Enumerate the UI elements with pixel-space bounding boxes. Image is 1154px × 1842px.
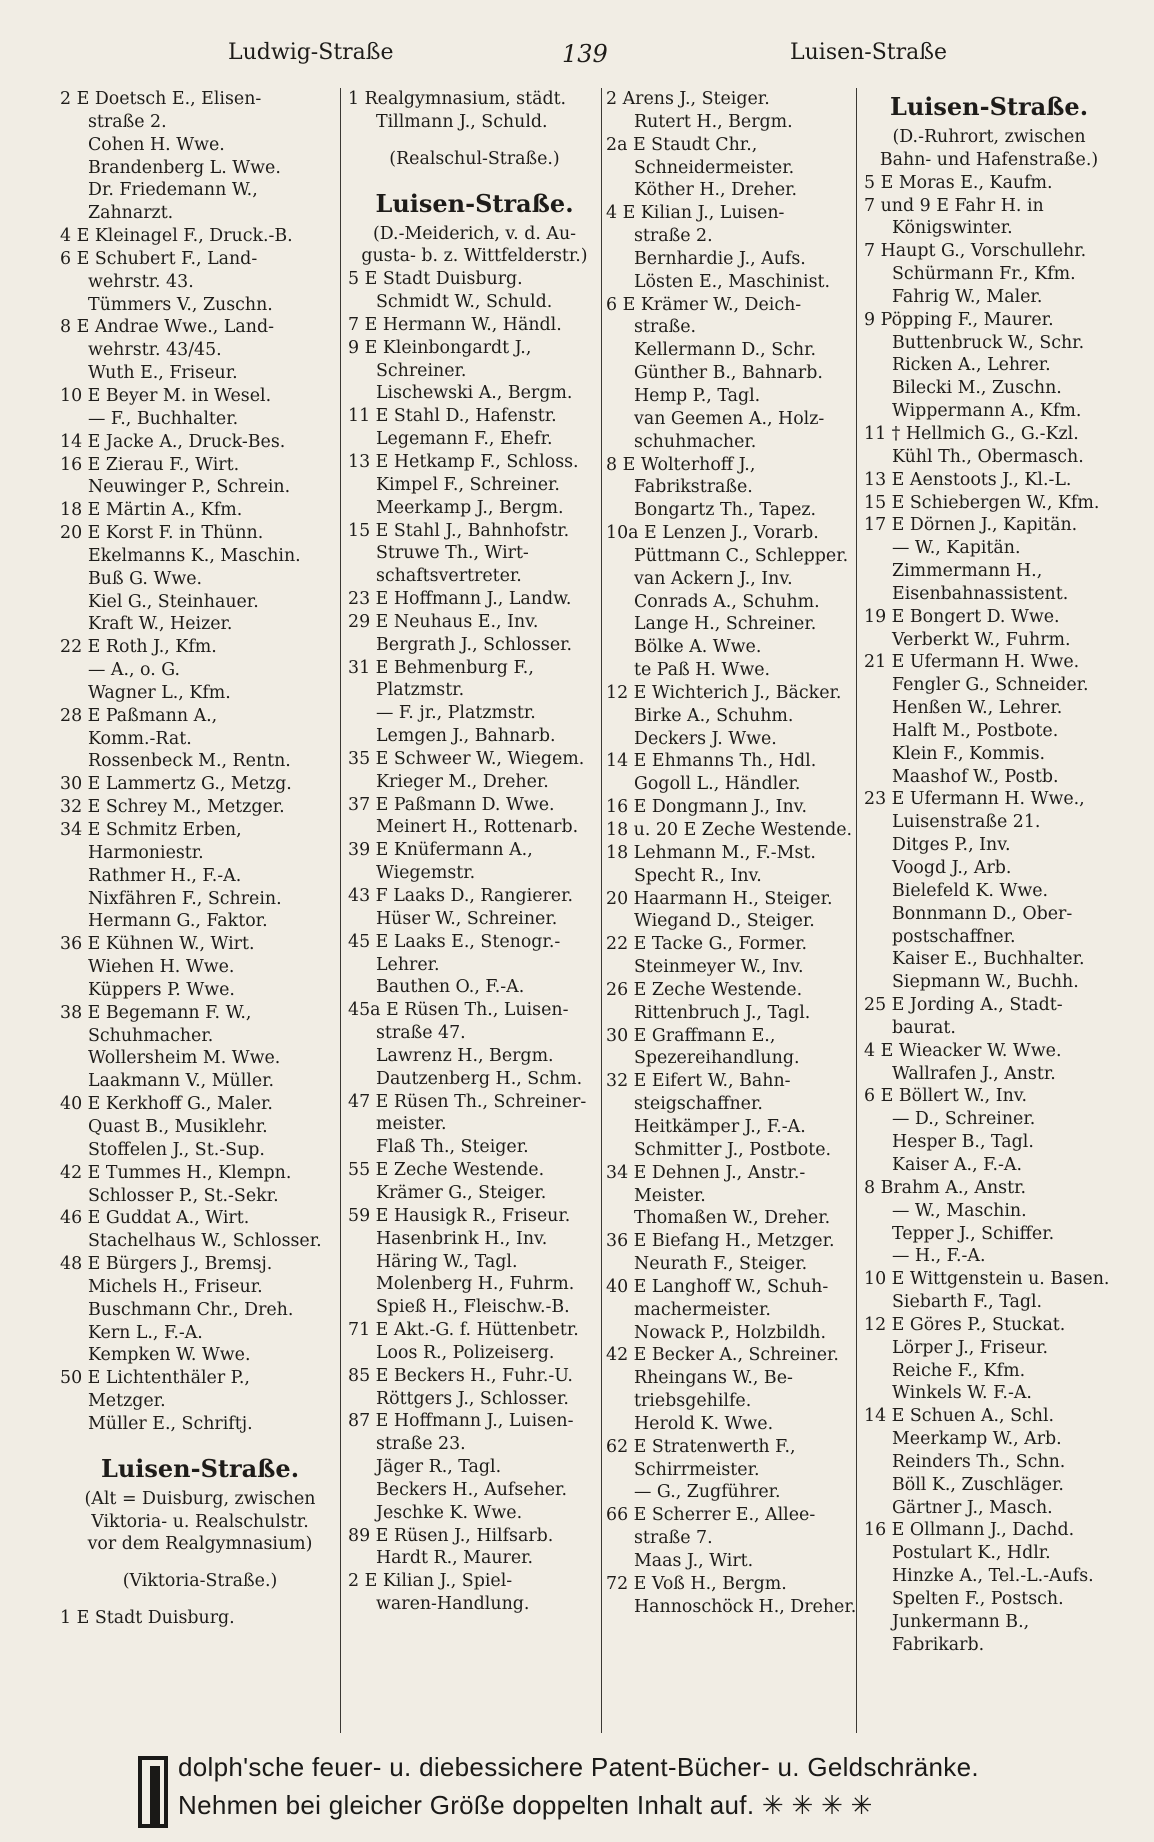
directory-line: 16 E Zierau F., Wirt. bbox=[60, 454, 240, 475]
directory-line: — F. jr., Platzmstr. bbox=[376, 703, 536, 724]
directory-line: Fabrikarb. bbox=[892, 1634, 985, 1655]
directory-line: 36 E Kühnen W., Wirt. bbox=[60, 934, 255, 955]
directory-line: straße 2. bbox=[88, 111, 167, 132]
directory-line: 13 E Hetkamp F., Schloss. bbox=[348, 451, 579, 472]
directory-line: Thomaßen W., Dreher. bbox=[634, 1208, 831, 1229]
column-3 bbox=[606, 88, 857, 1733]
column-1 bbox=[60, 88, 341, 1733]
directory-line: Siepmann W., Buchh. bbox=[892, 972, 1079, 993]
directory-line: Schürmann Fr., Kfm. bbox=[892, 264, 1076, 285]
directory-line: Schneidermeister. bbox=[634, 157, 795, 178]
directory-line: Böll K., Zuschläger. bbox=[892, 1474, 1064, 1495]
directory-line: 8 E Andrae Wwe., Land- bbox=[60, 317, 274, 338]
directory-line: Buschmann Chr., Dreh. bbox=[88, 1299, 294, 1320]
directory-line: 36 E Biefang H., Metzger. bbox=[606, 1231, 835, 1252]
directory-line: Cohen H. Wwe. bbox=[88, 134, 225, 155]
directory-line: 17 E Dörnen J., Kapitän. bbox=[864, 515, 1078, 536]
directory-line: — D., Schreiner. bbox=[892, 1109, 1036, 1130]
directory-line: Krämer G., Steiger. bbox=[376, 1182, 547, 1203]
directory-line: Günther B., Bahnarb. bbox=[634, 363, 823, 384]
directory-line: Lange H., Schreiner. bbox=[634, 614, 817, 635]
directory-line: — W., Kapitän. bbox=[892, 538, 1021, 559]
directory-line: 30 E Lammertz G., Metzg. bbox=[60, 774, 292, 795]
directory-line: 9 Pöpping F., Maurer. bbox=[864, 309, 1054, 330]
directory-line: steigschaffner. bbox=[634, 1094, 763, 1115]
directory-line: 4 E Kilian J., Luisen- bbox=[606, 203, 785, 224]
directory-line: Specht R., Inv. bbox=[634, 865, 762, 886]
directory-line: 5 E Moras E., Kaufm. bbox=[864, 172, 1053, 193]
directory-line: 14 E Ehmanns Th., Hdl. bbox=[606, 751, 817, 772]
directory-line: 22 E Tacke G., Former. bbox=[606, 934, 808, 955]
directory-line: 9 E Kleinbongardt J., bbox=[348, 337, 532, 358]
directory-line: Postulart K., Hdlr. bbox=[892, 1543, 1051, 1564]
directory-line: Schmidt W., Schuld. bbox=[376, 292, 553, 313]
directory-line: Ricken A., Lehrer. bbox=[892, 355, 1051, 376]
directory-line: 11 E Stahl D., Hafenstr. bbox=[348, 406, 557, 427]
directory-line: Wiegand D., Steiger. bbox=[634, 911, 815, 932]
directory-line: Struwe Th., Wirt- bbox=[376, 543, 529, 564]
directory-line: Eisenbahnassistent. bbox=[892, 583, 1069, 604]
directory-line: Klein F., Kommis. bbox=[892, 743, 1046, 764]
directory-line: Ekelmanns K., Maschin. bbox=[88, 545, 301, 566]
directory-line: Verberkt W., Fuhrm. bbox=[892, 629, 1071, 650]
directory-line: Legemann F., Ehefr. bbox=[376, 429, 553, 450]
directory-line: Tepper J., Schiffer. bbox=[892, 1223, 1055, 1244]
directory-line: Siebarth F., Tagl. bbox=[892, 1292, 1043, 1313]
directory-line: Kern L., F.-A. bbox=[88, 1322, 203, 1343]
directory-line: Bielefeld K. Wwe. bbox=[892, 880, 1049, 901]
directory-line: Flaß Th., Steiger. bbox=[376, 1137, 529, 1158]
street-heading: Luisen-Straße. bbox=[100, 1453, 300, 1483]
directory-line: Hemp P., Tagl. bbox=[634, 385, 761, 406]
directory-line: Metzger. bbox=[88, 1391, 166, 1412]
directory-line: Stoffelen J., St.-Sup. bbox=[88, 1139, 265, 1160]
directory-line: Schuhmacher. bbox=[88, 1025, 214, 1046]
directory-line: (Viktoria-Straße.) bbox=[122, 1571, 278, 1592]
directory-line: 85 E Beckers H., Fuhr.-U. bbox=[348, 1365, 573, 1386]
directory-line: (Realschul-Straße.) bbox=[389, 148, 560, 169]
directory-line: Hermann G., Faktor. bbox=[88, 911, 268, 932]
directory-line: Kiel G., Steinhauer. bbox=[88, 591, 259, 612]
directory-line: (D.-Ruhrort, zwischen bbox=[892, 127, 1086, 147]
initial-a-glyph bbox=[138, 1756, 168, 1828]
directory-line: Kimpel F., Schreiner. bbox=[376, 474, 560, 495]
directory-line: Lösten E., Maschinist. bbox=[634, 271, 831, 292]
directory-line: 23 E Ufermann H. Wwe., bbox=[864, 789, 1085, 810]
street-heading: Luisen-Straße. bbox=[375, 188, 574, 218]
directory-line: Püttmann C., Schlepper. bbox=[634, 545, 849, 566]
directory-line: Fengler G., Schneider. bbox=[892, 675, 1089, 696]
page-number: 139 bbox=[562, 40, 608, 68]
directory-line: Neuwinger P., Schrein. bbox=[88, 477, 291, 498]
directory-line: Platzmstr. bbox=[376, 680, 465, 701]
directory-line: Deckers J. Wwe. bbox=[634, 728, 777, 749]
directory-line: 6 E Schubert F., Land- bbox=[60, 248, 258, 269]
directory-line: 12 E Wichterich J., Bäcker. bbox=[606, 682, 842, 703]
directory-line: 14 E Jacke A., Druck-Bes. bbox=[60, 431, 286, 452]
directory-line: Wuth E., Friseur. bbox=[88, 363, 238, 384]
directory-line: Kühl Th., Obermasch. bbox=[892, 446, 1084, 467]
directory-line: 11 † Hellmich G., G.-Kzl. bbox=[864, 423, 1079, 444]
directory-line: — W., Maschin. bbox=[892, 1200, 1027, 1221]
directory-line: Meister. bbox=[634, 1185, 706, 1206]
directory-line: straße. bbox=[634, 317, 697, 338]
directory-line: Laakmann V., Müller. bbox=[88, 1071, 275, 1092]
directory-line: Zahnarzt. bbox=[88, 203, 174, 224]
directory-line: gusta- b. z. Wittfelderstr.) bbox=[361, 246, 588, 267]
spacer bbox=[60, 1593, 340, 1607]
directory-line: Hesper B., Tagl. bbox=[892, 1132, 1034, 1153]
directory-line: straße 23. bbox=[376, 1434, 466, 1455]
directory-line: 15 E Schiebergen W., Kfm. bbox=[864, 492, 1100, 513]
directory-line: Jäger R., Tagl. bbox=[376, 1457, 502, 1478]
directory-line: Bongartz Th., Tapez. bbox=[634, 500, 817, 521]
directory-line: 35 E Schweer W., Wiegem. bbox=[348, 748, 585, 769]
directory-line: Nixfähren F., Schrein. bbox=[88, 888, 282, 909]
directory-line: 47 E Rüsen Th., Schreiner- bbox=[348, 1091, 587, 1112]
directory-line: triebsgehilfe. bbox=[634, 1391, 752, 1412]
directory-line: 30 E Graffmann E., bbox=[606, 1025, 776, 1046]
directory-line: 23 E Hoffmann J., Landw. bbox=[348, 589, 572, 610]
directory-line: 25 E Jording A., Stadt- bbox=[864, 995, 1063, 1016]
directory-line: 2 E Kilian J., Spiel- bbox=[348, 1571, 513, 1592]
directory-line: Quast B., Musiklehr. bbox=[88, 1116, 268, 1137]
directory-line: Kaiser A., F.-A. bbox=[892, 1154, 1022, 1175]
directory-line: Bonnmann D., Ober- bbox=[892, 903, 1073, 924]
directory-line: 19 E Bongert D. Wwe. bbox=[864, 606, 1060, 627]
directory-line: machermeister. bbox=[634, 1299, 771, 1320]
directory-line: Hüser W., Schreiner. bbox=[376, 908, 558, 929]
directory-line: 40 E Kerkhoff G., Maler. bbox=[60, 1094, 273, 1115]
directory-line: 43 F Laaks D., Rangierer. bbox=[348, 886, 574, 906]
directory-line: Meinert H., Rottenarb. bbox=[376, 817, 579, 838]
directory-line: Wollersheim M. Wwe. bbox=[88, 1048, 281, 1069]
directory-line: 13 E Aenstoots J., Kl.-L. bbox=[864, 469, 1072, 490]
directory-line: Bauthen O., F.-A. bbox=[376, 977, 525, 998]
directory-line: meister. bbox=[376, 1114, 447, 1135]
directory-line: — F., Buchhalter. bbox=[88, 408, 239, 429]
directory-line: Birke A., Schuhm. bbox=[634, 705, 794, 726]
directory-line: 4 E Kleinagel F., Druck.-B. bbox=[60, 226, 293, 247]
directory-line: 22 E Roth J., Kfm. bbox=[60, 637, 217, 658]
directory-line: 59 E Hausigk R., Friseur. bbox=[348, 1205, 571, 1226]
directory-line: Buß G. Wwe. bbox=[88, 568, 203, 589]
spacer bbox=[348, 134, 601, 148]
directory-line: Zimmermann H., bbox=[892, 561, 1043, 582]
directory-line: Halft M., Postbote. bbox=[892, 720, 1059, 741]
directory-line: Wallrafen J., Anstr. bbox=[892, 1063, 1056, 1084]
directory-line: Brandenberg L. Wwe. bbox=[88, 157, 281, 178]
directory-line: Gogoll L., Händler. bbox=[634, 774, 801, 795]
directory-line: 26 E Zeche Westende. bbox=[606, 979, 803, 1000]
directory-line: 7 und 9 E Fahr H. in bbox=[864, 195, 1044, 216]
directory-line: Ditges P., Inv. bbox=[892, 835, 1011, 856]
directory-line: Buttenbruck W., Schr. bbox=[892, 332, 1085, 353]
directory-line: 16 E Dongmann J., Inv. bbox=[606, 797, 807, 818]
directory-line: Conrads A., Schuhm. bbox=[634, 591, 820, 612]
directory-line: Dr. Friedemann W., bbox=[88, 180, 258, 201]
directory-line: 32 E Schrey M., Metzger. bbox=[60, 797, 285, 818]
directory-line: 42 E Tummes H., Klempn. bbox=[60, 1162, 292, 1183]
directory-line: 29 E Neuhaus E., Inv. bbox=[348, 611, 539, 632]
directory-line: straße 47. bbox=[376, 1023, 466, 1044]
page-header bbox=[0, 40, 1154, 76]
directory-line: straße 2. bbox=[634, 226, 713, 247]
directory-line: Kaiser E., Buchhalter. bbox=[892, 949, 1085, 970]
directory-line: Lemgen J., Bahnarb. bbox=[376, 726, 556, 747]
directory-line: 62 E Stratenwerth F., bbox=[606, 1436, 796, 1457]
column-4 bbox=[864, 88, 1114, 1657]
directory-line: vor dem Realgymnasium) bbox=[87, 1534, 313, 1555]
directory-line: Lischewski A., Bergm. bbox=[376, 383, 573, 404]
directory-line: Hardt R., Maurer. bbox=[376, 1548, 534, 1569]
directory-line: te Paß H. Wwe. bbox=[634, 660, 771, 681]
directory-line: — H., F.-A. bbox=[892, 1246, 986, 1267]
directory-line: wehrstr. 43. bbox=[88, 271, 194, 292]
directory-line: Voogd J., Arb. bbox=[892, 858, 1012, 878]
directory-line: van Ackern J., Inv. bbox=[634, 568, 793, 589]
directory-line: Komm.-Rat. bbox=[88, 728, 192, 749]
directory-line: 6 E Krämer W., Deich- bbox=[606, 294, 802, 315]
directory-line: Rittenbruch J., Tagl. bbox=[634, 1002, 811, 1023]
directory-line: 8 E Wolterhoff J., bbox=[606, 454, 756, 475]
directory-line: 10 E Beyer M. in Wesel. bbox=[60, 385, 272, 406]
directory-line: 87 E Hoffmann J., Luisen- bbox=[348, 1411, 574, 1432]
directory-line: Schlosser P., St.-Sekr. bbox=[88, 1185, 279, 1206]
directory-line: (Alt = Duisburg, zwischen bbox=[84, 1488, 316, 1509]
directory-line: 89 E Rüsen J., Hilfsarb. bbox=[348, 1525, 554, 1546]
directory-line: Tümmers V., Zuschn. bbox=[88, 294, 273, 315]
directory-line: Reinders Th., Schn. bbox=[892, 1451, 1066, 1472]
directory-line: 1 Realgymnasium, städt. bbox=[348, 89, 567, 109]
directory-line: van Geemen A., Holz- bbox=[634, 408, 825, 429]
directory-line: 14 E Schuen A., Schl. bbox=[864, 1406, 1055, 1427]
directory-line: 2 E Doetsch E., Elisen- bbox=[60, 89, 262, 109]
directory-line: Tillmann J., Schuld. bbox=[376, 111, 548, 132]
directory-line: Rathmer H., F.-A. bbox=[88, 865, 242, 886]
directory-line: 45 E Laaks E., Stenogr.- bbox=[348, 931, 561, 952]
advertisement-line-1: dolph'sche feuer- u. diebessichere Patent-Bücher- u. Geldschränke. bbox=[178, 1752, 979, 1782]
directory-line: wehrstr. 43/45. bbox=[88, 340, 222, 361]
directory-line: Spieß H., Fleischw.-B. bbox=[376, 1297, 570, 1318]
directory-line: Wiehen H. Wwe. bbox=[88, 957, 235, 978]
directory-line: Gärtner J., Masch. bbox=[892, 1497, 1053, 1518]
directory-line: waren-Handlung. bbox=[376, 1594, 530, 1615]
directory-line: 55 E Zeche Westende. bbox=[348, 1160, 545, 1181]
running-head-right: Luisen-Straße bbox=[790, 40, 947, 65]
directory-line: 50 E Lichtenthäler P., bbox=[60, 1368, 250, 1389]
directory-line: Wiegemstr. bbox=[376, 863, 476, 884]
directory-line: Schmitter J., Postbote. bbox=[634, 1139, 832, 1160]
directory-line: Schirrmeister. bbox=[634, 1459, 760, 1480]
directory-line: 18 Lehmann M., F.-Mst. bbox=[606, 842, 816, 863]
directory-line: Steinmeyer W., Inv. bbox=[634, 957, 804, 978]
directory-line: Wippermann A., Kfm. bbox=[892, 401, 1082, 422]
directory-line: 37 E Paßmann D. Wwe. bbox=[348, 794, 555, 815]
directory-line: 2 Arens J., Steiger. bbox=[606, 89, 770, 109]
directory-line: Lawrenz H., Bergm. bbox=[376, 1045, 554, 1066]
directory-line: postschaffner. bbox=[892, 926, 1016, 947]
directory-line: — A., o. G. bbox=[88, 660, 181, 681]
directory-line: Rutert H., Bergm. bbox=[634, 111, 793, 132]
directory-line: 16 E Ollmann J., Dachd. bbox=[864, 1520, 1075, 1541]
directory-line: Königswinter. bbox=[892, 218, 1013, 239]
directory-line: 10 E Wittgenstein u. Basen. bbox=[864, 1269, 1110, 1290]
directory-line: 40 E Langhoff W., Schuh- bbox=[606, 1276, 829, 1297]
spacer bbox=[348, 171, 601, 185]
directory-line: Lörper J., Friseur. bbox=[892, 1337, 1049, 1358]
directory-line: Hinzke A., Tel.-L.-Aufs. bbox=[892, 1566, 1094, 1587]
directory-line: Harmoniestr. bbox=[88, 842, 204, 863]
directory-line: straße 7. bbox=[634, 1528, 713, 1549]
directory-line: Bölke A. Wwe. bbox=[634, 637, 762, 658]
directory-line: baurat. bbox=[892, 1017, 956, 1038]
directory-line: Fabrikstraße. bbox=[634, 477, 753, 498]
directory-line: Kraft W., Heizer. bbox=[88, 614, 233, 635]
directory-line: Nowack P., Holzbildh. bbox=[634, 1322, 826, 1343]
directory-line: 7 Haupt G., Vorschullehr. bbox=[864, 241, 1087, 262]
directory-line: 1 E Stadt Duisburg. bbox=[60, 1608, 235, 1629]
directory-line: Rossenbeck M., Rentn. bbox=[88, 751, 291, 772]
directory-line: Winkels W. F.-A. bbox=[892, 1383, 1032, 1404]
directory-line: Röttgers J., Schlosser. bbox=[376, 1388, 569, 1409]
directory-line: 5 E Stadt Duisburg. bbox=[348, 269, 523, 290]
directory-line: Meerkamp W., Arb. bbox=[892, 1429, 1062, 1450]
directory-line: 7 E Hermann W., Händl. bbox=[348, 314, 562, 335]
directory-line: (D.-Meiderich, v. d. Au- bbox=[372, 223, 577, 244]
directory-line: 45a E Rüsen Th., Luisen- bbox=[348, 1000, 569, 1021]
directory-line: Köther H., Dreher. bbox=[634, 180, 798, 201]
directory-line: Junkermann B., bbox=[892, 1611, 1030, 1632]
directory-line: Kellermann D., Schr. bbox=[634, 340, 817, 361]
running-head-left: Ludwig-Straße bbox=[228, 40, 394, 65]
street-heading: Luisen-Straße. bbox=[889, 92, 1089, 121]
directory-line: Wagner L., Kfm. bbox=[88, 682, 231, 703]
directory-line: 21 E Ufermann H. Wwe. bbox=[864, 652, 1080, 673]
directory-line: Müller E., Schriftj. bbox=[88, 1413, 253, 1434]
directory-line: Maas J., Wirt. bbox=[634, 1551, 754, 1571]
directory-line: Schreiner. bbox=[376, 360, 467, 381]
directory-line: 46 E Guddat A., Wirt. bbox=[60, 1208, 250, 1229]
directory-line: 39 E Knüfermann A., bbox=[348, 840, 533, 861]
directory-line: Krieger M., Dreher. bbox=[376, 771, 549, 792]
directory-line: 10a E Lenzen J., Vorarb. bbox=[606, 523, 819, 544]
directory-line: Küppers P. Wwe. bbox=[88, 979, 235, 1000]
advertisement-footer bbox=[138, 1752, 1118, 1832]
directory-line: Bergrath J., Schlosser. bbox=[376, 634, 573, 655]
directory-line: Spelten F., Postsch. bbox=[892, 1589, 1064, 1609]
directory-line: 12 E Göres P., Stuckat. bbox=[864, 1314, 1066, 1335]
directory-line: Beckers H., Aufseher. bbox=[376, 1479, 567, 1500]
directory-line: Heitkämper J., F.-A. bbox=[634, 1116, 806, 1137]
directory-line: 38 E Begemann F. W., bbox=[60, 1002, 252, 1023]
directory-line: Hasenbrink H., Inv. bbox=[376, 1228, 548, 1249]
directory-line: 32 E Eifert W., Bahn- bbox=[606, 1071, 791, 1092]
directory-line: 2a E Staudt Chr., bbox=[606, 134, 758, 155]
directory-line: Meerkamp J., Bergm. bbox=[376, 497, 564, 518]
spacer bbox=[60, 1556, 340, 1570]
directory-line: 72 E Voß H., Bergm. bbox=[606, 1573, 787, 1594]
directory-line: 18 E Märtin A., Kfm. bbox=[60, 500, 243, 521]
directory-line: 71 E Akt.-G. f. Hüttenbetr. bbox=[348, 1320, 579, 1341]
directory-line: Spezereihandlung. bbox=[634, 1048, 800, 1069]
directory-line: 8 Brahm A., Anstr. bbox=[864, 1177, 1027, 1198]
directory-line: 20 Haarmann H., Steiger. bbox=[606, 888, 833, 909]
directory-line: Dautzenberg H., Schm. bbox=[376, 1068, 583, 1089]
directory-line: 34 E Schmitz Erben, bbox=[60, 820, 242, 840]
directory-line: 20 E Korst F. in Thünn. bbox=[60, 523, 264, 544]
directory-line: Stachelhaus W., Schlosser. bbox=[88, 1231, 322, 1252]
directory-line: 6 E Böllert W., Inv. bbox=[864, 1086, 1028, 1107]
directory-line: Fahrig W., Maler. bbox=[892, 286, 1043, 307]
directory-line: Michels H., Friseur. bbox=[88, 1276, 263, 1297]
directory-line: Molenberg H., Fuhrm. bbox=[376, 1274, 575, 1295]
advertisement-line-2: Nehmen bei gleicher Größe doppelten Inhalt auf. ✳ ✳ ✳ ✳ bbox=[178, 1790, 873, 1820]
directory-line: Reiche F., Kfm. bbox=[892, 1360, 1026, 1381]
directory-line: 15 E Stahl J., Bahnhofstr. bbox=[348, 520, 570, 541]
column-2 bbox=[348, 88, 602, 1733]
directory-line: Luisenstraße 21. bbox=[892, 812, 1041, 833]
directory-line: 34 E Dehnen J., Anstr.- bbox=[606, 1162, 806, 1183]
directory-line: 18 u. 20 E Zeche Westende. bbox=[606, 820, 853, 840]
directory-line: 28 E Paßmann A., bbox=[60, 705, 218, 726]
directory-line: Bernhardie J., Aufs. bbox=[634, 248, 806, 269]
directory-line: schuhmacher. bbox=[634, 431, 757, 452]
directory-line: Jeschke K. Wwe. bbox=[376, 1502, 523, 1523]
directory-line: Loos R., Polizeiserg. bbox=[376, 1342, 555, 1363]
directory-line: Bahn- und Hafenstraße.) bbox=[879, 149, 1099, 170]
directory-line: Rheingans W., Be- bbox=[634, 1368, 793, 1389]
directory-line: 66 E Scherrer E., Allee- bbox=[606, 1505, 816, 1526]
directory-line: 42 E Becker A., Schreiner. bbox=[606, 1345, 839, 1366]
directory-line: Viktoria- u. Realschulstr. bbox=[91, 1511, 309, 1532]
directory-line: Neurath F., Steiger. bbox=[634, 1254, 808, 1275]
directory-line: 4 E Wieacker W. Wwe. bbox=[864, 1040, 1062, 1061]
directory-line: — G., Zugführer. bbox=[634, 1482, 781, 1503]
directory-line: schaftsvertreter. bbox=[376, 566, 522, 587]
directory-line: Maashof W., Postb. bbox=[892, 766, 1059, 787]
spacer bbox=[60, 1436, 340, 1450]
directory-line: Herold K. Wwe. bbox=[634, 1413, 774, 1434]
directory-line: Kempken W. Wwe. bbox=[88, 1345, 251, 1366]
directory-line: Lehrer. bbox=[376, 954, 440, 975]
directory-line: Bilecki M., Zuschn. bbox=[892, 378, 1062, 399]
directory-line: Hannoschöck H., Dreher. bbox=[634, 1596, 856, 1617]
directory-line: 48 E Bürgers J., Bremsj. bbox=[60, 1254, 273, 1275]
directory-line: 31 E Behmenburg F., bbox=[348, 657, 534, 678]
directory-line: Häring W., Tagl. bbox=[376, 1251, 518, 1272]
directory-line: Henßen W., Lehrer. bbox=[892, 698, 1063, 719]
